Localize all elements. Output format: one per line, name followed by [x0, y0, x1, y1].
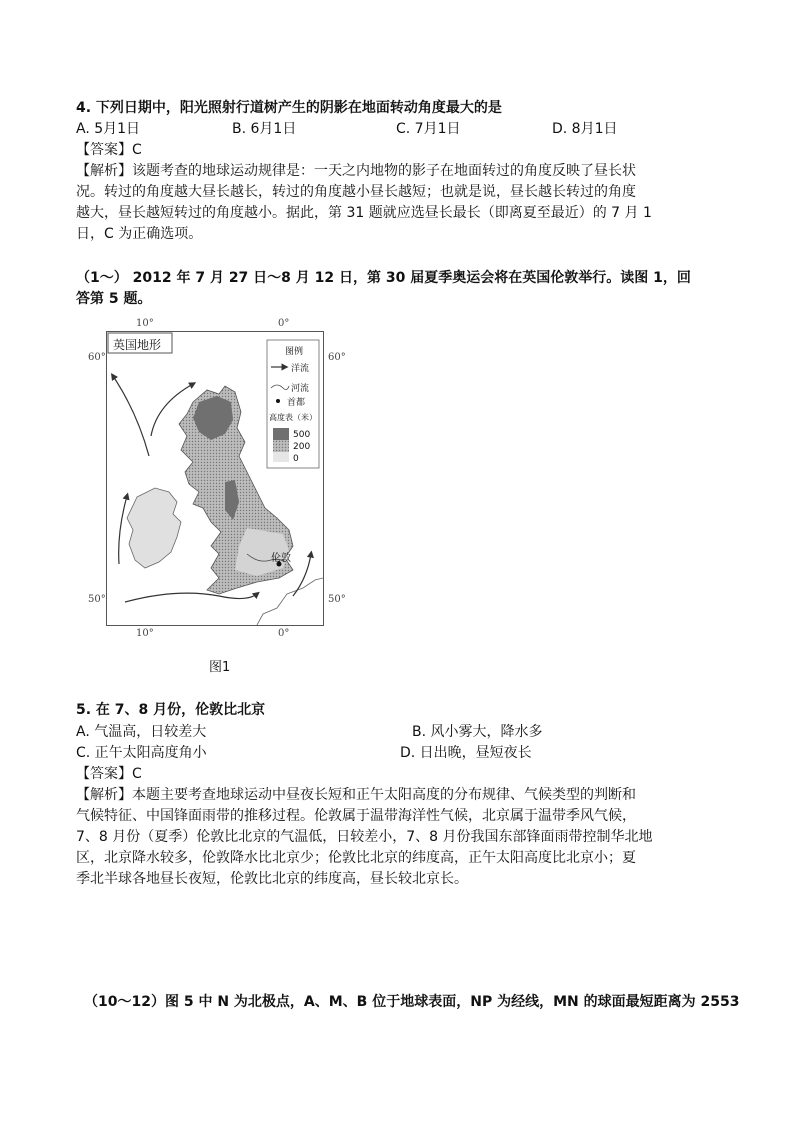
q4-option-d: D. 8月1日 [552, 121, 618, 137]
q4-option-c: C. 7月1日 [396, 121, 461, 137]
map-figure [107, 332, 323, 625]
ocean-current-arrow [293, 554, 311, 596]
legend-level-label: 200 [293, 442, 311, 452]
map-title: 英国地形 [113, 338, 162, 352]
lat-tick: 50° [88, 594, 106, 605]
legend-river-label: 河流 [291, 384, 310, 394]
legend-capital-label: 首都 [287, 398, 306, 408]
q4-analysis-line: 【解析】该题考查的地球运动规律是：一天之内地物的影子在地面转过的角度反映了昼长状 [76, 163, 636, 179]
legend-current-label: 洋流 [291, 364, 310, 374]
ocean-current-arrow [125, 593, 257, 602]
q5-option-c: C. 正午太阳高度角小 [76, 745, 207, 761]
legend-title: 图例 [285, 347, 304, 357]
figure-caption: 图1 [209, 660, 231, 675]
lon-tick: 10° [136, 318, 154, 329]
legend-capital-icon [276, 399, 280, 403]
q5-analysis-line: 气候特征、中国锋面雨带的推移过程。伦敦属于温带海洋性气候，北京属于温带季风气候， [76, 808, 636, 824]
legend-level-label: 0 [293, 454, 299, 464]
ocean-current-arrow [119, 496, 127, 564]
q5-option-b: B. 风小雾大，降水多 [412, 724, 543, 740]
q5-analysis-line: 季北半球各地昼长夜短，伦敦比北京的纬度高，昼长较北京长。 [76, 871, 468, 887]
lon-tick: 10° [136, 628, 154, 639]
q5-analysis-line: 【解析】本题主要考查地球运动中昼夜长短和正午太阳高度的分布规律、气候类型的判断和 [76, 787, 636, 803]
q4-analysis-line: 日，C 为正确选项。 [76, 226, 203, 242]
legend-swatch-500 [273, 428, 289, 440]
lon-tick: 0° [278, 318, 290, 329]
q5-analysis-line: 区，北京降水较多，伦敦降水比北京少；伦敦比北京的纬度高，正午太阳高度比北京小；夏 [76, 850, 636, 866]
q4-option-a: A. 5月1日 [76, 121, 141, 137]
q4-analysis-line: 况。转过的角度越大昼长越长，转过的角度越小昼长越短；也就是说，昼长越长转过的角度 [76, 184, 636, 200]
intro-line: 答第 5 题。 [76, 291, 152, 307]
q5-option-a: A. 气温高，日较差大 [76, 724, 207, 740]
q4-analysis-line: 越大，昼长越短转过的角度越小。据此，第 31 题就应选昼长最长（即离夏至最近）的 7 月 1 [76, 205, 652, 221]
lon-tick: 0° [278, 628, 290, 639]
ocean-current-arrow [113, 376, 149, 456]
capital-label: 伦敦 [271, 553, 291, 564]
q5-analysis-line: 7、8 月份（夏季）伦敦比北京的气温低，日较差小，7、8 月份我国东部锋面雨带控制华北地 [76, 829, 653, 845]
q4-answer: 【答案】C [76, 142, 142, 158]
q10-stem: （10～12）图 5 中 N 为北极点，A、M、B 位于地球表面，NP 为经线，MN 的球面最短距离为 2553 [84, 994, 740, 1010]
lat-tick: 50° [328, 594, 346, 605]
q5-answer: 【答案】C [76, 766, 142, 782]
q5-option-d: D. 日出晚，昼短夜长 [400, 745, 532, 761]
legend-swatch-0 [273, 452, 289, 462]
france-coast [257, 578, 323, 625]
q5-stem: 5. 在 7、8 月份，伦敦比北京 [76, 702, 266, 718]
lat-tick: 60° [328, 352, 346, 363]
legend-level-label: 500 [293, 430, 311, 440]
legend-swatch-200 [273, 440, 289, 452]
intro-line: （1～） 2012 年 7 月 27 日～8 月 12 日，第 30 届夏季奥运会将在英国伦敦举行。读图 1，回 [76, 270, 691, 286]
lat-tick: 60° [88, 352, 106, 363]
ireland-landmass [127, 488, 181, 568]
q4-option-b: B. 6月1日 [232, 121, 297, 137]
q4-stem: 4. 下列日期中，阳光照射行道树产生的阴影在地面转动角度最大的是 [76, 100, 502, 116]
uk-terrain-map [106, 331, 324, 626]
legend-elevation-title: 高度表（米） [269, 413, 317, 422]
